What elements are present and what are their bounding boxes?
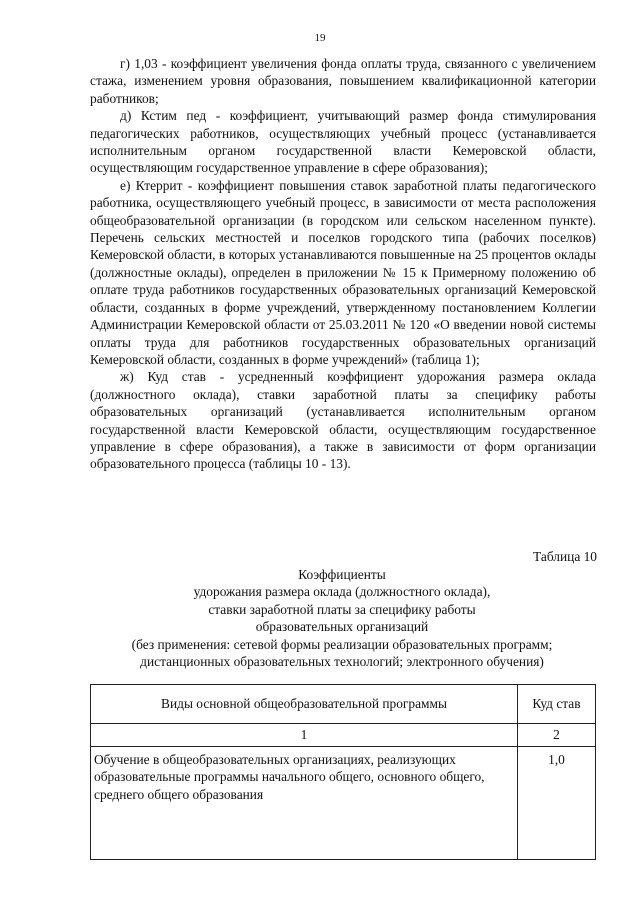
caption-line: дистанционных образовательных технологий; электронного обучения): [140, 654, 544, 670]
column-number-1: 1: [91, 724, 518, 747]
header-coefficient: Куд став: [518, 685, 596, 724]
caption-line: ставки заработной платы за специфику работы: [208, 601, 476, 617]
coefficient-value-cell: 1,0: [518, 747, 596, 860]
paragraph-e: е) Ктеррит - коэффициент повышения ставок заработной платы педагогического работника, осуществляющего учебный процесс, в зависимости от места расположения общеобразовательной организации (в городском или сельском населенном пункте). Перечень сельских местностей и поселков городского типа (рабочих поселков) Кемеровской области, в которых устанавливаются повышенные на 25 процентов оклады (должностные оклады), определен в приложении № 15 к Примерному положению об оплате труда работников государственных образовательных организаций Кемеровской области, созданных в форме учреждений, утвержденному постановлением Коллегии Администрации Кемеровской области от 25.03.2011 № 120 «О введении новой системы оплаты труда для работников государственных образовательных организаций Кемеровской области, созданных в форме учреждений» (таблица 1);: [90, 177, 596, 367]
table-header-row: [91, 685, 596, 724]
paragraph-g: г) 1,03 - коэффициент увеличения фонда оплаты труда, связанного с увеличением стажа, изменением уровня образования, повышением квалификационной категории работников;: [90, 56, 596, 106]
body-text: [90, 55, 596, 473]
table-row: [91, 747, 596, 860]
caption-line: (без применения: сетевой формы реализации образовательных программ;: [131, 636, 553, 652]
coefficient-table: [90, 684, 596, 860]
page-number: 19: [314, 32, 326, 44]
paragraph-d: д) Кстим пед - коэффициент, учитывающий размер фонда стимулирования педагогических работников, осуществляющих учебный процесс (устанавливается исполнительным органом государственной власти Кемеровской области, осуществляющим государственное управление в сфере образования);: [90, 108, 596, 176]
column-number-2: 2: [518, 724, 596, 747]
caption-line: Коэффициенты: [298, 567, 386, 582]
table-label: Таблица 10: [533, 549, 597, 564]
caption-line: образовательных организаций: [255, 619, 429, 635]
program-type-cell: Обучение в общеобразовательных организациях, реализующих образовательные программы начального общего, основного общего, среднего общего образования: [91, 747, 518, 860]
table-caption: [80, 566, 604, 670]
caption-line: удорожания размера оклада (должностного оклада),: [193, 584, 491, 600]
header-program-type: Виды основной общеобразовательной программы: [91, 685, 518, 724]
paragraph-zh: ж) Куд став - усредненный коэффициент удорожания размера оклада (должностного оклада), ставки заработной платы за специфику работы образовательных организаций (устанавливается исполнительным органом государственной власти Кемеровской области, осуществляющим государственное управление в сфере образования), а также в зависимости от форм организации образовательного процесса (таблицы 10 - 13).: [90, 369, 596, 472]
table-column-number-row: [91, 724, 596, 747]
